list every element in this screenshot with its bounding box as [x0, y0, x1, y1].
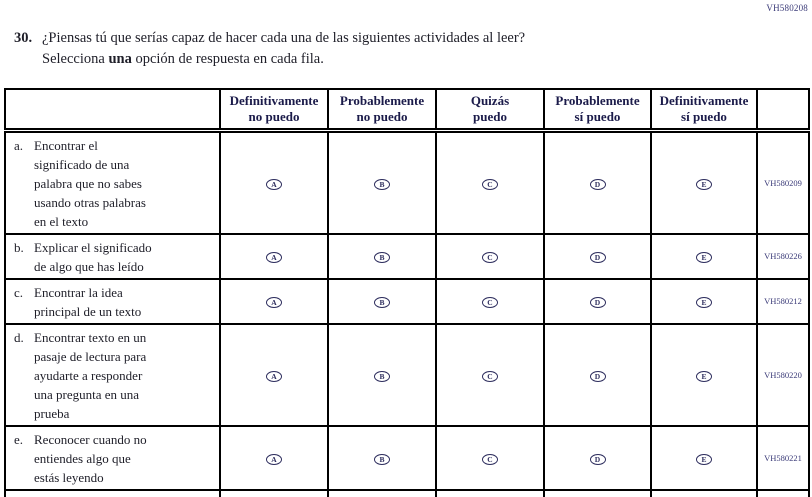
option-bubble-d-a[interactable]: A — [266, 371, 282, 382]
question-line1: ¿Piensas tú que serías capaz de hacer cada una de las siguientes actividades al leer? — [42, 30, 526, 46]
option-cell-c-e — [651, 279, 757, 324]
option-bubble-b-c[interactable]: C — [482, 252, 498, 263]
row-item-code: VH580209 — [757, 130, 809, 234]
option-cell-a-b — [328, 130, 436, 234]
option-cell-d-b — [328, 324, 436, 426]
option-cell-a-c — [436, 130, 544, 234]
option-cell-c-a — [220, 279, 328, 324]
option-cell-d-a — [220, 324, 328, 426]
option-cell-a-e — [651, 130, 757, 234]
column-header-0: Definitivamente no puedo — [220, 89, 328, 130]
option-bubble-a-e[interactable]: E — [696, 179, 712, 190]
option-bubble-d-d[interactable]: D — [590, 371, 606, 382]
corner-header-cell — [5, 89, 220, 130]
question-number: 30. — [14, 30, 33, 46]
option-bubble-c-d[interactable]: D — [590, 297, 606, 308]
activity-label-a: a. Encontrar el significado de una palabra que no sabes usando otras palabras en el texto — [5, 130, 220, 234]
activity-label-b: b. Explicar el significado de algo que has leído — [5, 234, 220, 279]
option-bubble-b-e[interactable]: E — [696, 252, 712, 263]
activity-label-d: d. Encontrar texto en un pasaje de lectura para ayudarte a responder una pregunta en una prueba — [5, 324, 220, 426]
response-matrix-table — [4, 88, 810, 497]
partial-cell — [328, 490, 436, 497]
option-cell-c-b — [328, 279, 436, 324]
row-letter: d. — [14, 329, 24, 345]
option-bubble-c-a[interactable]: A — [266, 297, 282, 308]
partial-cell — [436, 490, 544, 497]
option-cell-c-d — [544, 279, 651, 324]
option-cell-e-d — [544, 426, 651, 490]
option-bubble-e-a[interactable]: A — [266, 454, 282, 465]
row-letter: c. — [14, 284, 24, 300]
option-bubble-b-b[interactable]: B — [374, 252, 390, 263]
table-row-d — [5, 324, 809, 426]
row-item-code: VH580212 — [757, 279, 809, 324]
question-line2-emphasis: una — [108, 51, 132, 67]
table-row-e — [5, 426, 809, 490]
option-cell-d-c — [436, 324, 544, 426]
option-bubble-e-c[interactable]: C — [482, 454, 498, 465]
option-bubble-d-b[interactable]: B — [374, 371, 390, 382]
item-code-label: VH580208 — [766, 3, 808, 13]
question-line2-post: opción de respuesta en cada fila. — [131, 51, 324, 67]
row-letter: b. — [14, 239, 24, 255]
partial-cell — [5, 490, 220, 497]
option-bubble-a-a[interactable]: A — [266, 179, 282, 190]
partial-cell — [757, 490, 809, 497]
code-column-header — [757, 89, 809, 130]
row-letter: e. — [14, 431, 24, 447]
column-header-3: Probablemente sí puedo — [544, 89, 651, 130]
option-bubble-a-b[interactable]: B — [374, 179, 390, 190]
option-cell-b-b — [328, 234, 436, 279]
option-bubble-d-c[interactable]: C — [482, 371, 498, 382]
option-bubble-e-e[interactable]: E — [696, 454, 712, 465]
option-bubble-a-c[interactable]: C — [482, 179, 498, 190]
option-cell-d-d — [544, 324, 651, 426]
partial-cell — [651, 490, 757, 497]
option-bubble-e-d[interactable]: D — [590, 454, 606, 465]
option-bubble-b-a[interactable]: A — [266, 252, 282, 263]
option-bubble-b-d[interactable]: D — [590, 252, 606, 263]
option-cell-b-c — [436, 234, 544, 279]
column-header-2: Quizás puedo — [436, 89, 544, 130]
option-bubble-d-e[interactable]: E — [696, 371, 712, 382]
option-cell-e-e — [651, 426, 757, 490]
option-bubble-c-e[interactable]: E — [696, 297, 712, 308]
row-item-code: VH580226 — [757, 234, 809, 279]
option-cell-a-a — [220, 130, 328, 234]
option-cell-e-b — [328, 426, 436, 490]
matrix-body — [5, 130, 809, 497]
option-cell-d-e — [651, 324, 757, 426]
option-cell-a-d — [544, 130, 651, 234]
question-text — [42, 28, 525, 70]
option-cell-e-c — [436, 426, 544, 490]
option-cell-e-a — [220, 426, 328, 490]
option-bubble-c-b[interactable]: B — [374, 297, 390, 308]
option-bubble-c-c[interactable]: C — [482, 297, 498, 308]
question-block — [14, 28, 794, 70]
question-line2-pre: Selecciona — [42, 51, 109, 67]
partial-cell — [220, 490, 328, 497]
option-bubble-e-b[interactable]: B — [374, 454, 390, 465]
option-bubble-a-d[interactable]: D — [590, 179, 606, 190]
header-row — [5, 89, 809, 130]
column-header-1: Probablemente no puedo — [328, 89, 436, 130]
option-cell-b-a — [220, 234, 328, 279]
row-item-code: VH580220 — [757, 324, 809, 426]
partial-next-row — [5, 490, 809, 497]
activity-label-e: e. Reconocer cuando no entiendes algo que estás leyendo — [5, 426, 220, 490]
column-header-4: Definitivamente sí puedo — [651, 89, 757, 130]
option-cell-b-e — [651, 234, 757, 279]
row-letter: a. — [14, 137, 24, 153]
option-cell-c-c — [436, 279, 544, 324]
activity-label-c: c. Encontrar la idea principal de un texto — [5, 279, 220, 324]
table-row-a — [5, 130, 809, 234]
partial-cell — [544, 490, 651, 497]
option-cell-b-d — [544, 234, 651, 279]
matrix-header — [5, 89, 809, 130]
table-row-b — [5, 234, 809, 279]
row-item-code: VH580221 — [757, 426, 809, 490]
table-row-c — [5, 279, 809, 324]
